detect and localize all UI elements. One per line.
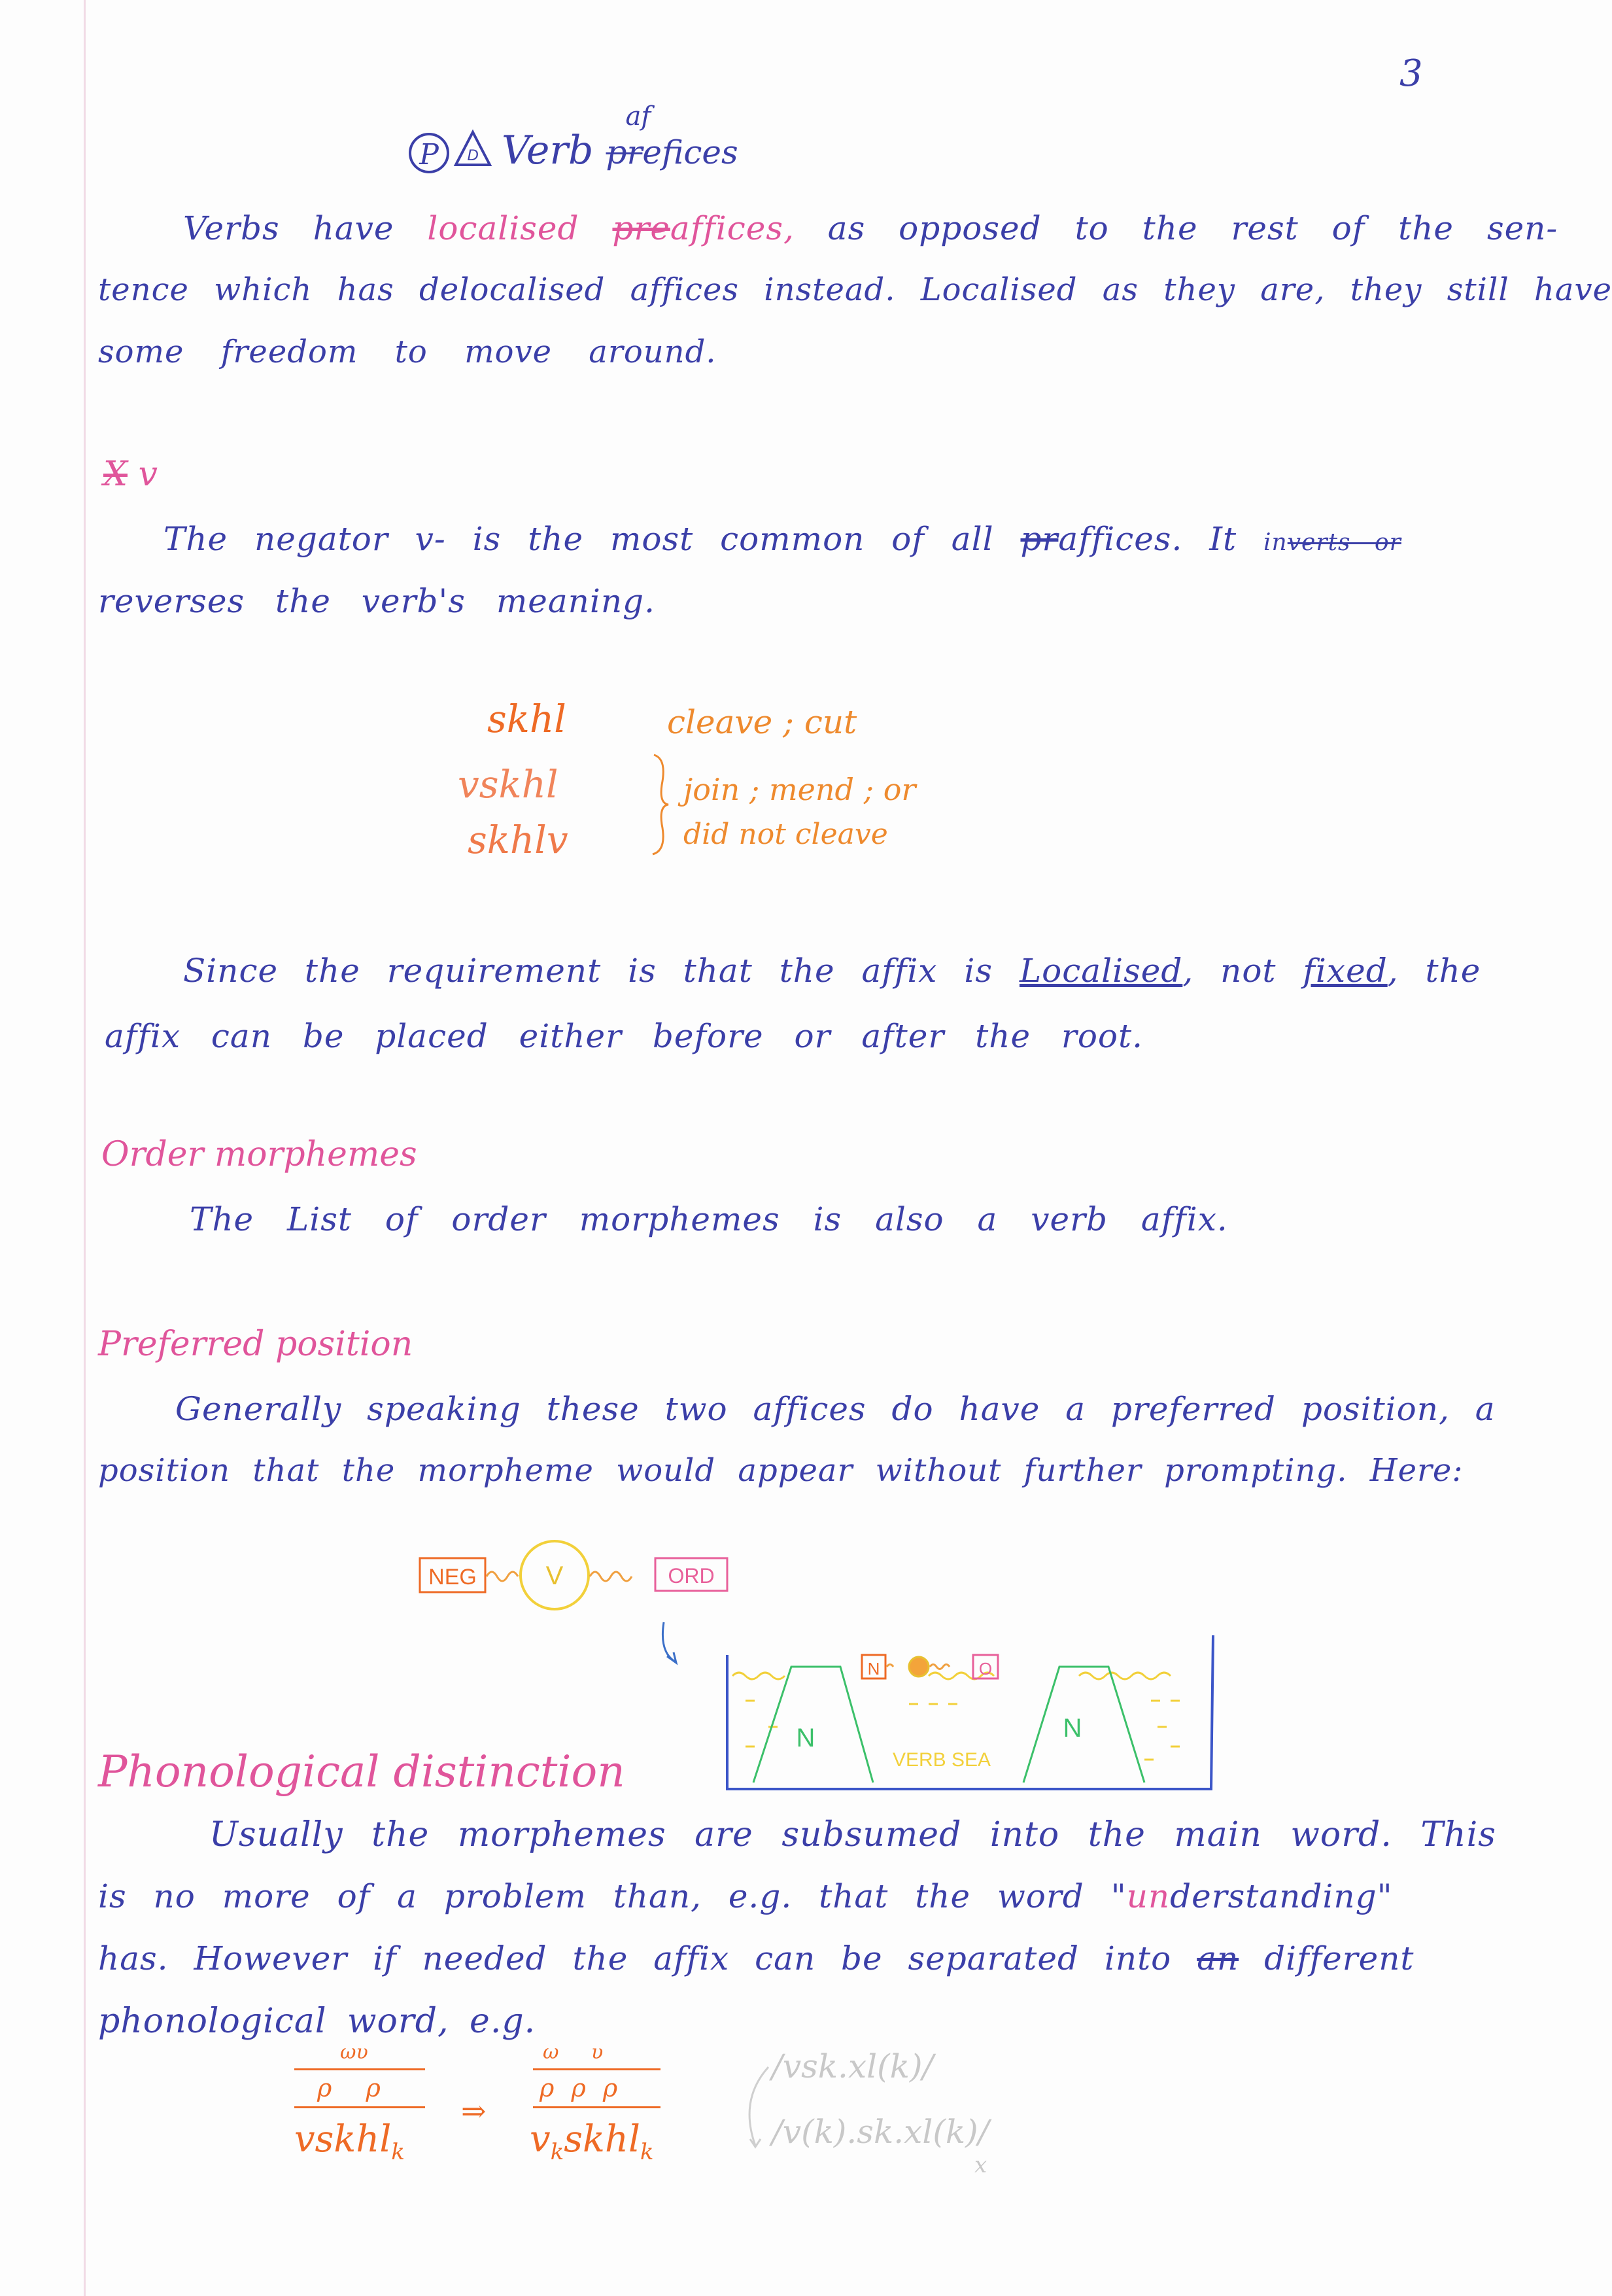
preferred-line-2: position that the morpheme would appear without further prompting. Here: xyxy=(98,1452,1464,1489)
intro-word: opposed xyxy=(899,209,1042,247)
phono-line-4: phonological word, e.g. xyxy=(98,2002,536,2041)
small-o-connector xyxy=(930,1665,950,1669)
down-arrow xyxy=(662,1622,675,1661)
ord-connector xyxy=(590,1572,632,1581)
ipa-mark: x xyxy=(974,2152,987,2178)
neg-line-1-c: in xyxy=(1263,529,1288,556)
small-n-label: N xyxy=(867,1659,880,1679)
circled-p-icon: P xyxy=(409,133,449,173)
example-word-skhl: skhl xyxy=(487,697,566,741)
title-af-superscript: af xyxy=(625,101,651,131)
ipa-bracket-icon xyxy=(736,2061,775,2165)
margin-line xyxy=(84,0,86,2296)
sea-surface xyxy=(732,1673,1171,1679)
since-line-1-c: , the xyxy=(1387,952,1481,990)
since-line-1-b: , not xyxy=(1182,952,1277,990)
preferred-line-1: Generally speaking these two affices do have a preferred position, a xyxy=(175,1390,1496,1428)
phono-line-3 xyxy=(98,1939,1415,1977)
omega-mark: ω xyxy=(340,2041,356,2064)
intro-word-pre-struck: pre xyxy=(612,209,670,247)
right-omega-marks xyxy=(543,2041,603,2064)
phono-line-2 xyxy=(98,1877,1393,1915)
example-word-vskhl: vskhl xyxy=(458,762,558,807)
triangle-d-letter: D xyxy=(467,146,479,164)
ipa-line-2: /v(k).sk.xl(k)/ xyxy=(772,2113,989,2151)
rho-mark: ρ xyxy=(571,2074,586,2102)
right-word-vsub: k xyxy=(550,2139,564,2166)
phono-line-1: Usually the morphemes are subsumed into the main word. This xyxy=(209,1815,1496,1854)
since-fixed: fixed xyxy=(1303,952,1388,990)
rho-mark: ρ xyxy=(540,2074,555,2102)
right-word xyxy=(530,2118,654,2165)
intro-word: the xyxy=(1398,209,1454,247)
phono-line-2-a: is no more of a problem than, e.g. that the word " xyxy=(98,1877,1127,1915)
prosody-example xyxy=(288,2041,680,2198)
example-word-skhlv: skhlv xyxy=(468,818,568,862)
neg-line-1-struck: pr xyxy=(1020,520,1059,558)
intro-word: rest xyxy=(1231,209,1299,247)
example-gloss-cleave: cleave ; cut xyxy=(667,703,857,741)
right-word-sub: k xyxy=(640,2139,654,2166)
left-word-text: vskhl xyxy=(294,2118,392,2161)
upsilon-mark: υ xyxy=(356,2041,368,2064)
intro-line-3: some freedom to move around. xyxy=(98,334,717,370)
rho-mark: ρ xyxy=(602,2074,618,2102)
left-omega-marks xyxy=(340,2041,368,2064)
title-prefices: prefices xyxy=(606,133,738,171)
example-gloss-did-not: did not cleave xyxy=(683,818,888,851)
verb-circle-label: V xyxy=(545,1561,564,1590)
phono-line-3-c: different xyxy=(1264,1939,1415,1977)
right-n-block xyxy=(1023,1667,1144,1783)
phono-line-3-a: has. However if needed the affix can be separated into xyxy=(98,1939,1172,1977)
phono-line-2-un: un xyxy=(1126,1877,1171,1915)
intro-word: to xyxy=(1074,209,1109,247)
intro-line-2: tence which has delocalised affices instead. Localised as they are, they still have xyxy=(98,271,1612,308)
intro-word: the xyxy=(1142,209,1198,247)
omega-mark: ω xyxy=(543,2041,559,2064)
small-verb-dot xyxy=(909,1657,929,1677)
intro-line-1 xyxy=(183,209,1558,247)
left-bottom-rule xyxy=(294,2106,425,2108)
ord-label: ORD xyxy=(668,1564,715,1588)
rho-mark: ρ xyxy=(366,2074,381,2102)
intro-word: Verbs xyxy=(183,209,280,247)
neg-line-1-a: The negator v- is the most common of all xyxy=(163,520,994,558)
preferred-header: Preferred position xyxy=(98,1325,413,1364)
order-header: Order morphemes xyxy=(101,1135,417,1174)
page-title xyxy=(409,101,738,177)
neg-header-v: v xyxy=(138,455,158,494)
left-word xyxy=(294,2118,405,2165)
left-rho-marks xyxy=(317,2074,381,2102)
neg-connector xyxy=(487,1572,518,1581)
intro-word: as xyxy=(827,209,866,247)
right-top-rule xyxy=(533,2068,660,2070)
neg-line-1-b: affices. It xyxy=(1058,520,1237,558)
neg-header-x: X xyxy=(103,455,128,494)
title-verb: Verb xyxy=(502,128,594,173)
small-n-connector xyxy=(887,1665,893,1667)
intro-word: have xyxy=(313,209,394,247)
right-word-v: v xyxy=(530,2118,551,2161)
neg-header xyxy=(103,455,158,494)
right-word-rest: skhl xyxy=(564,2118,640,2161)
phono-line-3-struck: an xyxy=(1197,1939,1239,1977)
intro-word: sen- xyxy=(1486,209,1558,247)
left-word-sub: k xyxy=(391,2139,405,2166)
rho-mark: ρ xyxy=(317,2074,332,2102)
neg-line-2: reverses the verb's meaning. xyxy=(98,582,655,620)
since-line-1-a: Since the requirement is that the affix is xyxy=(183,952,993,990)
left-n-label: N xyxy=(796,1724,815,1752)
triangle-d-icon xyxy=(453,130,492,177)
page-number: 3 xyxy=(1399,52,1423,95)
right-n-label: N xyxy=(1063,1714,1082,1743)
small-o-label: O xyxy=(978,1659,993,1679)
neg-line-1-d: verts or xyxy=(1287,529,1401,556)
brace-icon xyxy=(647,752,674,857)
left-top-rule xyxy=(294,2068,425,2070)
ipa-line-1: /vsk.xl(k)/ xyxy=(772,2047,934,2085)
intro-word-localised: localised xyxy=(427,209,579,247)
intro-word: of xyxy=(1331,209,1365,247)
right-rho-marks xyxy=(540,2074,617,2102)
right-bottom-rule xyxy=(533,2106,660,2108)
neg-label: NEG xyxy=(428,1565,477,1590)
neg-line-1 xyxy=(163,520,1401,558)
derivation-arrow: ⇒ xyxy=(461,2093,487,2129)
since-localised: Localised xyxy=(1019,952,1183,990)
since-line-1 xyxy=(183,952,1481,990)
order-line-1: The List of order morphemes is also a verb affix. xyxy=(190,1200,1228,1238)
phono-header: Phonological distinction xyxy=(98,1747,625,1797)
verb-sea-label: VERB SEA xyxy=(892,1749,991,1771)
intro-word-affices: affices, xyxy=(670,209,795,247)
upsilon-mark: υ xyxy=(591,2041,604,2064)
example-gloss-join: join ; mend ; or xyxy=(683,772,916,807)
phono-line-2-b: derstanding" xyxy=(1170,1877,1393,1915)
since-line-2: affix can be placed either before or after the root. xyxy=(105,1017,1144,1055)
